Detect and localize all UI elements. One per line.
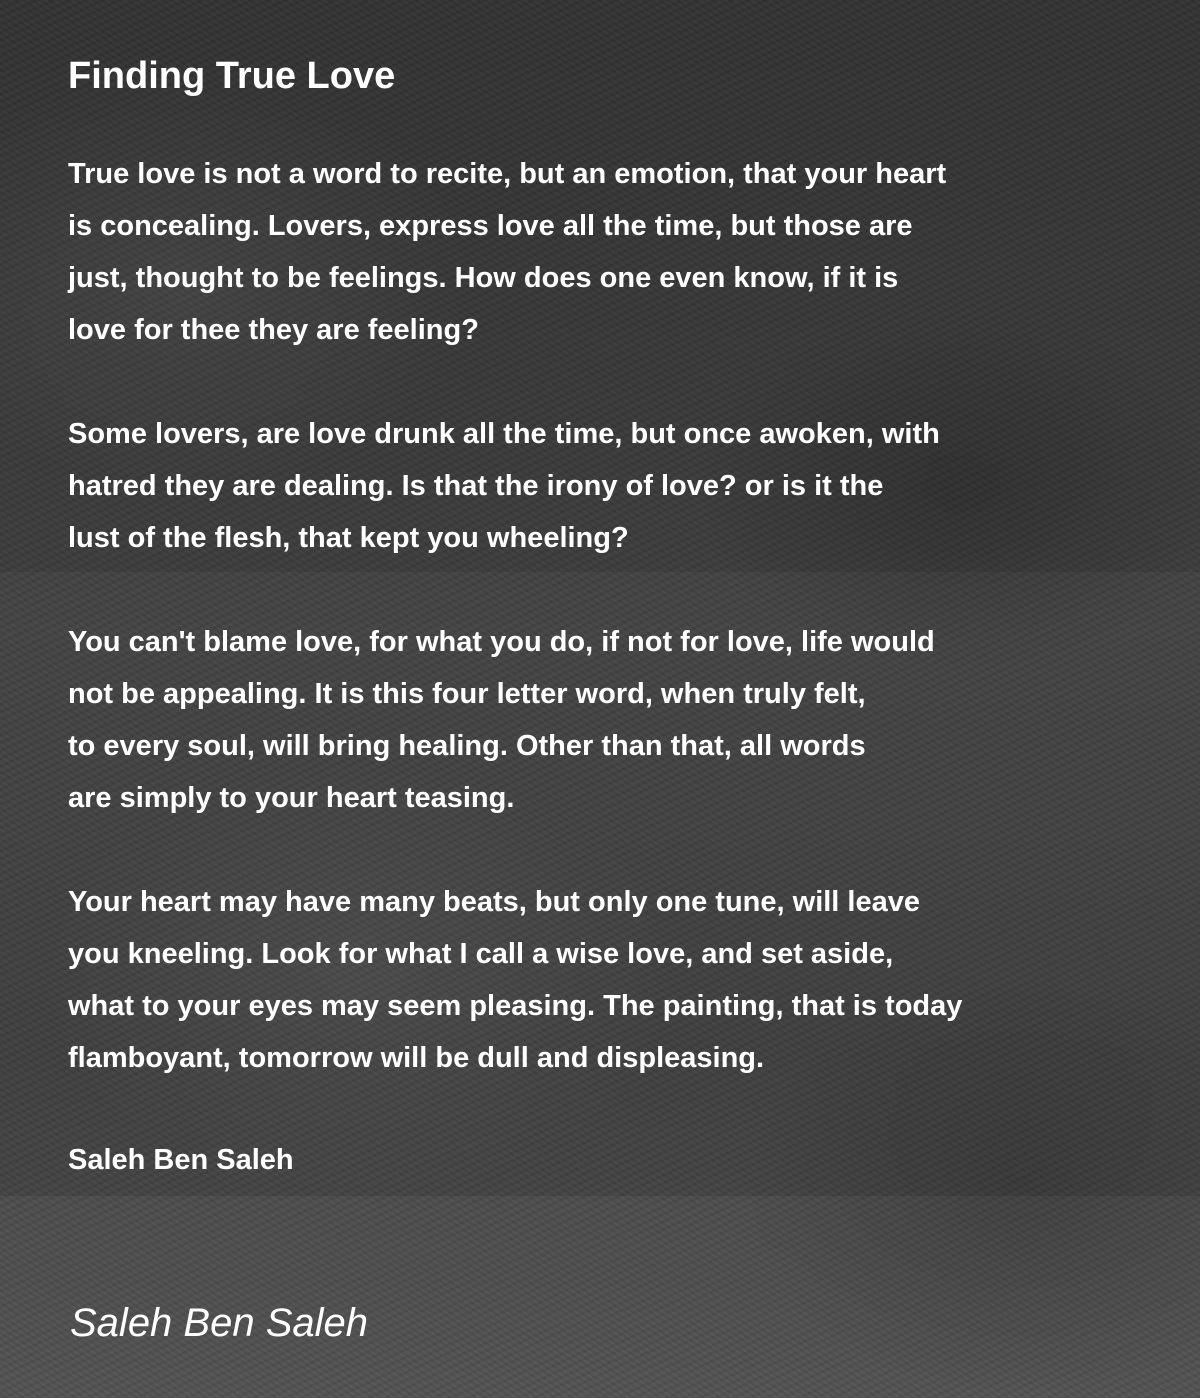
poem-line: is concealing. Lovers, express love all the time, but those are <box>68 210 913 242</box>
poem-line: are simply to your heart teasing. <box>68 782 515 814</box>
poem-line: not be appealing. It is this four letter word, when truly felt, <box>68 678 866 710</box>
poem-line: Some lovers, are love drunk all the time, but once awoken, with <box>68 418 940 450</box>
stanza-1 <box>68 148 1148 356</box>
stanza-2 <box>68 408 1148 564</box>
poem-line: just, thought to be feelings. How does one even know, if it is <box>68 262 899 294</box>
poem-line: True love is not a word to recite, but an emotion, that your heart <box>68 158 947 190</box>
stanza-4 <box>68 876 1148 1084</box>
poem-line: what to your eyes may seem pleasing. The painting, that is today <box>68 990 963 1022</box>
poem-line: hatred they are dealing. Is that the irony of love? or is it the <box>68 470 884 502</box>
poem-author: Saleh Ben Saleh <box>68 1144 294 1176</box>
footer-author-name: Saleh Ben Saleh <box>70 1301 369 1345</box>
poem-line: You can't blame love, for what you do, if not for love, life would <box>68 626 935 658</box>
poem-line: Your heart may have many beats, but only one tune, will leave <box>68 886 920 918</box>
poem-container <box>68 52 1148 1186</box>
stanza-3 <box>68 616 1148 824</box>
poem-line: to every soul, will bring healing. Other than that, all words <box>68 730 866 762</box>
poem-line: love for thee they are feeling? <box>68 314 479 346</box>
poem-line: you kneeling. Look for what I call a wise love, and set aside, <box>68 938 894 970</box>
poem-title: Finding True Love <box>68 55 396 97</box>
poem-line: flamboyant, tomorrow will be dull and displeasing. <box>68 1042 765 1074</box>
poem-line: lust of the flesh, that kept you wheeling? <box>68 522 629 554</box>
poem-body <box>68 148 1148 1186</box>
